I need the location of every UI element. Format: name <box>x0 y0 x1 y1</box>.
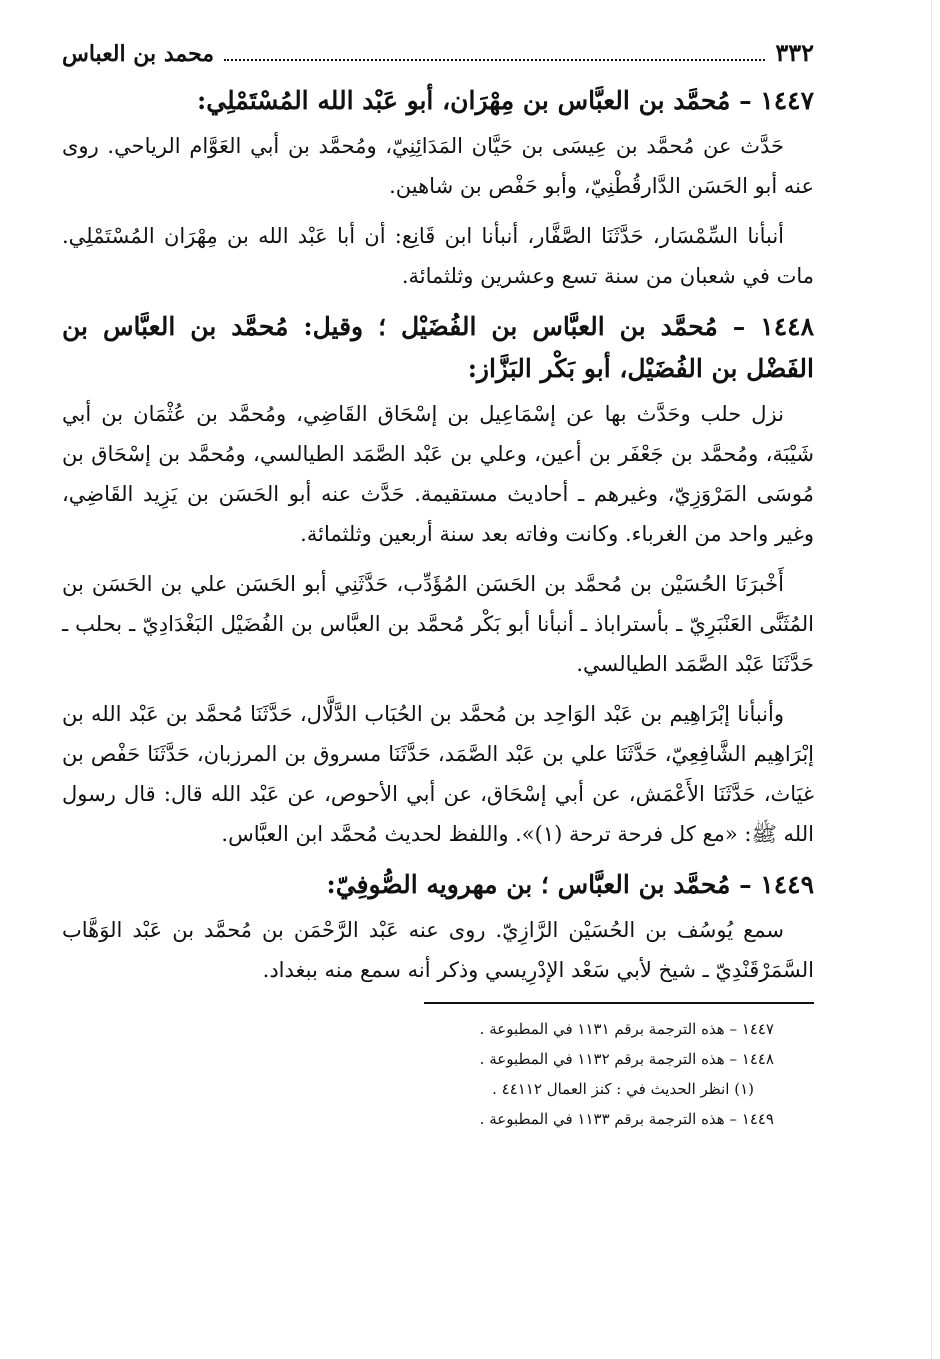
entry-title: ١٤٤٩ – مُحمَّد بن العبَّاس ؛ بن مهرويه الصُّوفِيّ: <box>326 870 814 899</box>
running-title: محمد بن العباس <box>62 41 215 67</box>
entry-title: ١٤٤٨ – مُحمَّد بن العبَّاس بن الفُضَيْل ؛ وقيل: مُحمَّد بن العبَّاس بن الفَضْل بن الفُضَيْل، أبو بَكْر البَزَّاز: <box>62 312 814 383</box>
running-header <box>62 36 814 74</box>
header-dot-leader <box>224 59 765 61</box>
entry-paragraph: سمع يُوسُف بن الحُسَيْن الرَّازِيّ. روى عنه عَبْد الرَّحْمَن بن مُحمَّد بن عَبْد الوَهَّاب السَّمَرْقَنْدِيّ ـ شيخ لأبي سَعْد الإدْرِيسي وذكر أنه سمع منه ببغداد. <box>62 918 814 982</box>
footnote: ١٤٤٧ – هذه الترجمة برقم ١١٣١ في المطبوعة . <box>479 1020 774 1038</box>
entry-1447 <box>62 80 814 296</box>
footnote-separator <box>424 1002 814 1004</box>
footnote: (١) انظر الحديث في : كنز العمال ٤٤١١٢ . <box>492 1080 754 1098</box>
entry-paragraph: أنبأنا السِّمْسَار، حَدَّثَنَا الصَّفَّار، أنبأنا ابن قَانِع: أن أبا عَبْد الله بن مِهْرَان المُسْتَمْلِي. مات في شعبان من سنة تسع وعشرين وثلثمائة. <box>62 224 814 288</box>
entry-paragraph: حَدَّث عن مُحمَّد بن عِيسَى بن حَيَّان المَدَائِنِيّ، ومُحمَّد بن أبي العَوَّام الرياحي. روى عنه أبو الحَسَن الدَّارقُطْنِيّ، وأبو حَفْص بن شاهين. <box>62 134 814 198</box>
entry-1448 <box>62 306 814 854</box>
footnote: ١٤٤٨ – هذه الترجمة برقم ١١٣٢ في المطبوعة . <box>479 1050 774 1068</box>
page-number: ٣٣٢ <box>775 38 814 67</box>
footnote: ١٤٤٩ – هذه الترجمة برقم ١١٣٣ في المطبوعة . <box>479 1110 774 1128</box>
entry-1449 <box>62 864 814 990</box>
entry-paragraph: أَخْبرَنَا الحُسَيْن بن مُحمَّد بن الحَسَن المُؤَدِّب، حَدَّثَنِي أبو الحَسَن علي بن الحَسَن بن المُثَنَّى العَنْبَرِيّ ـ بأستراباذ ـ أنبأنا أبو بَكْر مُحمَّد بن العبَّاس بن الفُضَيْل البَغْدَادِيّ ـ بحلب ـ حَدَّثَنَا عَبْد الصَّمَد الطيالسي. <box>62 572 814 676</box>
page-edge-line <box>931 0 932 1359</box>
footnotes <box>62 1014 814 1134</box>
entry-paragraph: نزل حلب وحَدَّث بها عن إسْمَاعِيل بن إسْحَاق القَاضِي، ومُحمَّد بن عُثْمَان بن أبي شَيْبَة، ومُحمَّد بن جَعْفَر بن أعين، وعلي بن عَبْد الصَّمَد الطيالسي، ومُحمَّد بن إسْحَاق بن مُوسَى المَرْوَزِيّ، وغيرهم ـ أحاديث مستقيمة. حَدَّث عنه أبو الحَسَن بن يَزِيد القَاضِي، وغير واحد من الغرباء. وكانت وفاته بعد سنة أربعين وثلثمائة. <box>62 402 814 546</box>
entry-title: ١٤٤٧ – مُحمَّد بن العبَّاس بن مِهْرَان، أبو عَبْد الله المُسْتَمْلِي: <box>196 86 814 115</box>
entry-paragraph: وأنبأنا إبْرَاهِيم بن عَبْد الوَاحِد بن مُحمَّد بن الحُبَاب الدَّلَّال، حَدَّثَنَا مُحمَّد بن عَبْد الله بن إبْرَاهِيم الشَّافِعِيّ، حَدَّثَنَا علي بن عَبْد الصَّمَد، حَدَّثَنَا مسروق بن المرزبان، حَدَّثَنَا حَفْص بن غيَاث، حَدَّثَنَا الأَعْمَش، عن أبي إسْحَاق، عن أبي الأحوص، عن عَبْد الله قال: قال رسول الله ﷺ: «مع كل فرحة ترحة (١)». واللفظ لحديث مُحمَّد ابن العبَّاس. <box>62 702 815 846</box>
